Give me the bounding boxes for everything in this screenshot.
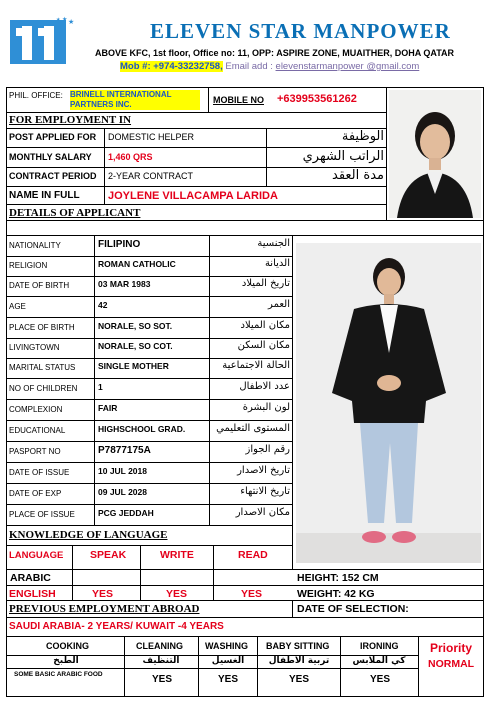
company-name: ELEVEN STAR MANPOWER	[150, 19, 451, 43]
post-applied-value: DOMESTIC HELPER	[108, 132, 195, 142]
phil-office-label: PHIL. OFFICE:	[9, 91, 63, 100]
salary-arabic: الراتب الشهري	[302, 149, 384, 164]
previous-section-title: PREVIOUS EMPLOYMENT ABROAD	[9, 603, 200, 615]
date-of-selection-label: DATE OF SELECTION:	[297, 603, 409, 615]
detail-arabic: تاريخ الانتهاء	[240, 485, 290, 497]
details-section-title: DETAILS OF APPLICANT	[9, 207, 141, 219]
cooking-header: COOKING	[46, 641, 90, 651]
baby-sitting-header: BABY SITTING	[266, 641, 330, 651]
company-address: ABOVE KFC, 1st floor, Office no: 11, OPP: ASPIRE ZONE, MUAITHER, DOHA QATAR	[95, 48, 455, 58]
detail-arabic: الديانة	[264, 258, 290, 269]
detail-label: NATIONALITY	[9, 240, 61, 250]
contract-label: CONTRACT PERIOD	[9, 171, 97, 181]
detail-value: SINGLE MOTHER	[98, 361, 169, 371]
employment-section-title: FOR EMPLOYMENT IN	[9, 114, 132, 126]
detail-value: FILIPINO	[98, 238, 141, 250]
email-label: Email add :	[225, 61, 273, 72]
detail-value: 42	[98, 299, 108, 310]
weight-value: WEIGHT: 42 KG	[297, 588, 375, 600]
english-write: YES	[166, 588, 188, 600]
language-english: ENGLISH	[9, 588, 56, 600]
salary-label: MONTHLY SALARY	[9, 152, 92, 162]
svg-text:★: ★	[62, 17, 68, 23]
phil-office-value: BRINELL INTERNATIONAL PARTNERS INC.	[70, 90, 200, 110]
applicant-portrait-photo	[389, 90, 481, 218]
detail-arabic: مكان الاصدار	[235, 506, 290, 518]
detail-value: 10 JUL 2018	[98, 465, 147, 476]
post-applied-arabic: الوظيفة	[341, 129, 384, 144]
email-link[interactable]: elevenstarmanpower @gmail.com	[275, 61, 420, 72]
detail-value: 09 JUL 2028	[98, 486, 147, 497]
mobile-label: MOBILE NO	[213, 95, 264, 105]
detail-label: RELIGION	[9, 261, 48, 270]
contract-arabic: مدة العقد	[332, 168, 384, 183]
post-applied-label: POST APPLIED FOR	[9, 132, 97, 142]
detail-value: NORALE, SO SOT.	[98, 320, 173, 331]
ironing-value: YES	[370, 674, 391, 685]
name-label: NAME IN FULL	[9, 190, 80, 201]
contract-value: 2-YEAR CONTRACT	[108, 171, 194, 181]
detail-arabic: تاريخ الاصدار	[237, 464, 290, 476]
detail-value: P7877175A	[98, 444, 151, 456]
cleaning-value: YES	[152, 674, 173, 685]
name-value: JOYLENE VILLACAMPA LARIDA	[108, 190, 278, 202]
contact-line	[120, 61, 419, 72]
detail-label: COMPLEXION	[9, 404, 63, 414]
language-section-title: KNOWLEDGE OF LANGUAGE	[9, 529, 168, 541]
write-header: WRITE	[160, 549, 194, 561]
language-header: LANGUAGE	[9, 550, 64, 561]
detail-value: 03 MAR 1983	[98, 279, 151, 289]
ironing-header: IRONING	[360, 641, 399, 651]
company-logo	[10, 14, 75, 66]
detail-label: DATE OF EXP	[9, 488, 62, 498]
detail-arabic: الجنسية	[257, 237, 290, 249]
detail-arabic: العمر	[268, 298, 290, 310]
detail-label: PASPORT NO	[9, 446, 61, 456]
washing-header: WASHING	[205, 641, 249, 651]
english-read: YES	[241, 588, 263, 600]
detail-label: DATE OF BIRTH	[9, 281, 70, 290]
baby-sitting-value: YES	[289, 674, 310, 685]
cleaning-arabic: التنظيف	[142, 656, 180, 666]
svg-text:★: ★	[68, 19, 75, 26]
detail-value: ROMAN CATHOLIC	[98, 259, 176, 269]
detail-value: HIGHSCHOOL GRAD.	[98, 423, 186, 434]
cleaning-header: CLEANING	[136, 641, 183, 651]
detail-label: MARITAL STATUS	[9, 363, 76, 372]
speak-header: SPEAK	[90, 549, 127, 561]
detail-arabic: عدد الاطفال	[239, 380, 290, 392]
mobile-value: +639953561262	[277, 93, 357, 105]
company-mobile: Mob #: +974-33232758,	[120, 61, 223, 72]
read-header: READ	[238, 549, 268, 561]
priority-label: Priority	[430, 641, 473, 655]
detail-arabic: المستوى التعليمي	[216, 422, 290, 434]
detail-arabic: رقم الجواز	[245, 443, 290, 455]
detail-value: 1	[98, 381, 103, 392]
cooking-value: SOME BASIC ARABIC FOOD	[14, 671, 103, 678]
detail-label: EDUCATIONAL	[9, 425, 66, 435]
previous-employment-value: SAUDI ARABIA- 2 YEARS/ KUWAIT -4 YEARS	[9, 621, 224, 632]
detail-label: DATE OF ISSUE	[9, 467, 70, 477]
priority-value: NORMAL	[428, 658, 475, 670]
detail-value: FAIR	[98, 402, 118, 413]
detail-label: PLACE OF ISSUE	[9, 509, 75, 519]
salary-value: 1,460 QRS	[108, 152, 153, 162]
language-arabic: ARABIC	[10, 572, 51, 584]
detail-label: PLACE OF BIRTH	[9, 322, 75, 332]
detail-arabic: الحالة الاجتماعية	[222, 360, 290, 371]
svg-text:★: ★	[56, 17, 61, 23]
cooking-arabic: الطبخ	[53, 656, 79, 666]
height-value: HEIGHT: 152 CM	[297, 572, 379, 584]
detail-arabic: تاريخ الميلاد	[241, 278, 290, 289]
washing-value: YES	[218, 674, 239, 685]
ironing-arabic: كي الملابس	[352, 656, 406, 666]
detail-label: LIVINGTOWN	[9, 343, 60, 352]
washing-arabic: الغسيل	[211, 656, 245, 666]
detail-value: NORALE, SO COT.	[98, 341, 173, 351]
english-speak: YES	[92, 588, 114, 600]
detail-label: AGE	[9, 301, 26, 311]
baby-sitting-arabic: تربية الاطفال	[268, 656, 330, 666]
detail-arabic: مكان السكن	[237, 340, 290, 351]
detail-arabic: مكان الميلاد	[240, 319, 290, 331]
detail-arabic: لون البشرة	[242, 401, 290, 413]
detail-label: NO OF CHILDREN	[9, 383, 78, 393]
applicant-full-body-photo	[296, 243, 481, 563]
detail-value: PCG JEDDAH	[98, 507, 154, 518]
